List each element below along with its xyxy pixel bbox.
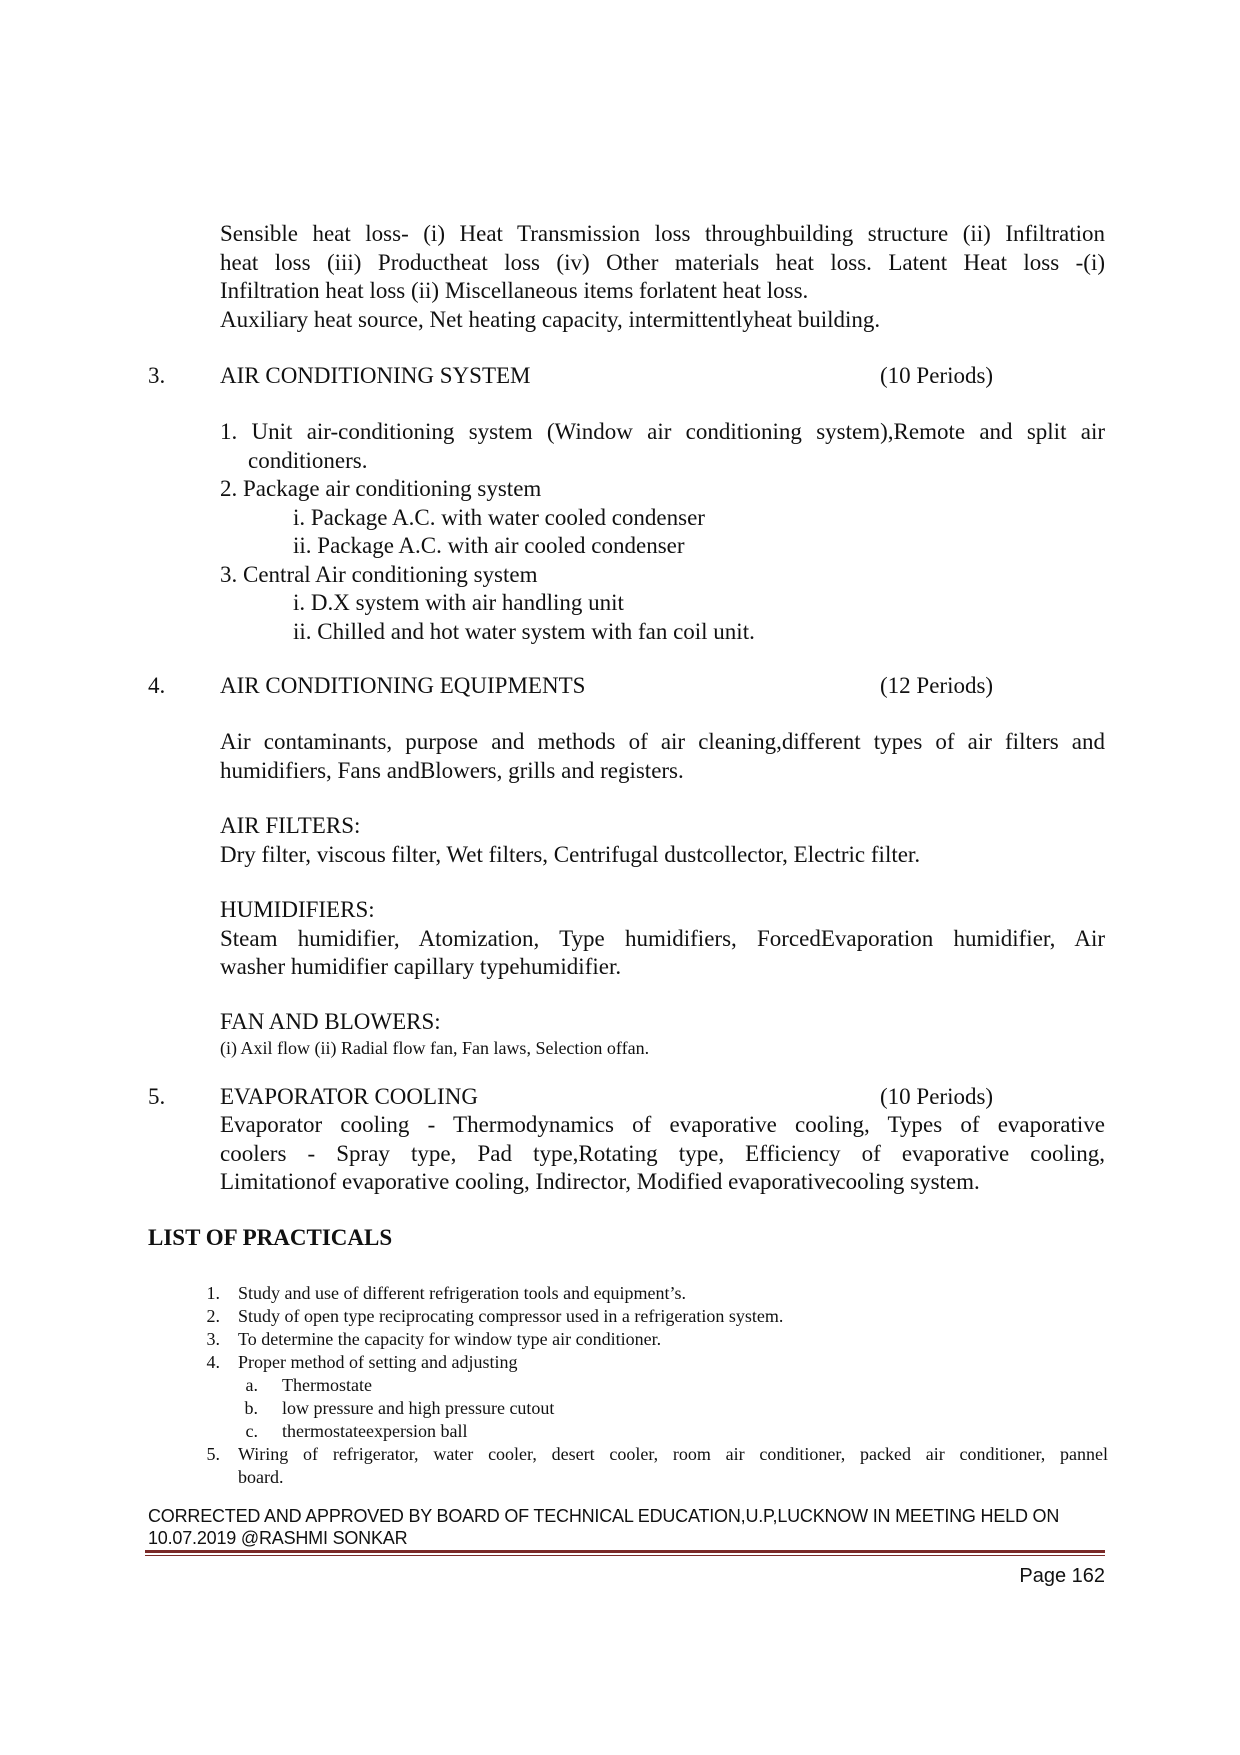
footer-note xyxy=(148,1505,1059,1549)
section-3-item-3: 3. Central Air conditioning system xyxy=(220,561,538,587)
practical-sub-letter: c. xyxy=(245,1421,258,1441)
section-4-title: AIR CONDITIONING EQUIPMENTS xyxy=(220,673,586,698)
section-3-item-3-i: i. D.X system with air handling unit xyxy=(293,590,624,615)
practical-text: Proper method of setting and adjusting xyxy=(238,1352,518,1372)
humidifiers-line-2: washer humidifier capillary typehumidifier. xyxy=(220,954,622,979)
section-5-line-1: Evaporator cooling - Thermodynamics of evaporative cooling, Types of evaporative xyxy=(220,1112,1105,1137)
practical-sub-item xyxy=(148,1397,1108,1420)
section-3-list xyxy=(220,418,1105,646)
practical-text: To determine the capacity for window type air conditioner. xyxy=(238,1329,662,1349)
practical-text: Study and use of different refrigeration tools and equipment’s. xyxy=(238,1283,687,1303)
fan-blowers-text: (i) Axil flow (ii) Radial flow fan, Fan laws, Selection offan. xyxy=(220,1038,650,1058)
section-4-paragraph xyxy=(220,728,1105,785)
air-filters-block xyxy=(220,812,1105,869)
practical-item-5-line-1: Wiring of refrigerator, water cooler, desert cooler, room air conditioner, packed air conditioner, pannel xyxy=(238,1444,1108,1464)
air-filters-text: Dry filter, viscous filter, Wet filters, Centrifugal dustcollector, Electric filter. xyxy=(220,841,921,867)
intro-line-2: heat loss (iii) Productheat loss (iv) Other materials heat loss. Latent Heat loss -(i) xyxy=(220,249,1105,275)
section-3-periods: (10 Periods) xyxy=(880,363,994,388)
section-4-periods: (12 Periods) xyxy=(880,673,994,698)
practical-number: 4. xyxy=(206,1352,220,1372)
page-number: Page 162 xyxy=(1019,1565,1105,1587)
practical-item-5-line-2: board. xyxy=(238,1467,284,1487)
practicals-heading: LIST OF PRACTICALS xyxy=(148,1225,393,1250)
section-5-paragraph xyxy=(220,1111,1105,1197)
practical-sub-text: Thermostate xyxy=(282,1375,372,1395)
practical-item xyxy=(148,1328,1108,1351)
footer-rule-thick xyxy=(145,1550,1105,1553)
practical-item xyxy=(148,1305,1108,1328)
section-5-number: 5. xyxy=(148,1084,166,1109)
humidifiers-heading: HUMIDIFIERS: xyxy=(220,897,375,922)
section-3-item-2-i: i. Package A.C. with water cooled condenser xyxy=(293,504,705,530)
practical-number: 1. xyxy=(206,1283,220,1303)
section-3-number: 3. xyxy=(148,363,166,388)
section-3-item-1-line-1: 1. Unit air-conditioning system (Window air conditioning system),Remote and split air xyxy=(220,419,1105,444)
air-filters-heading: AIR FILTERS: xyxy=(220,813,361,838)
footer-line-2: 10.07.2019 @RASHMI SONKAR xyxy=(148,1528,408,1548)
section-5-line-3: Limitationof evaporative cooling, Indirector, Modified evaporativecooling system. xyxy=(220,1169,980,1194)
practical-text: Study of open type reciprocating compressor used in a refrigeration system. xyxy=(238,1306,784,1326)
practicals-list xyxy=(148,1282,1108,1489)
humidifiers-block xyxy=(220,896,1105,982)
practical-sub-letter: b. xyxy=(244,1398,258,1418)
practical-sub-text: thermostateexpersion ball xyxy=(282,1421,468,1441)
fan-blowers-heading: FAN AND BLOWERS: xyxy=(220,1009,441,1034)
section-5-title: EVAPORATOR COOLING xyxy=(220,1084,478,1109)
fan-blowers-block xyxy=(220,1008,1105,1037)
section-5-line-2: coolers - Spray type, Pad type,Rotating type, Efficiency of evaporative cooling, xyxy=(220,1140,1105,1166)
practical-number: 2. xyxy=(206,1306,220,1326)
footer-line-1: CORRECTED AND APPROVED BY BOARD OF TECHNICAL EDUCATION,U.P,LUCKNOW IN MEETING HELD ON xyxy=(148,1506,1060,1526)
practical-number: 5. xyxy=(206,1444,220,1464)
section-3-item-2: 2. Package air conditioning system xyxy=(220,476,542,501)
intro-line-4: Auxiliary heat source, Net heating capacity, intermittentlyheat building. xyxy=(220,306,881,332)
practical-item-5-text xyxy=(220,1443,1108,1489)
section-4-number: 4. xyxy=(148,673,166,698)
intro-line-1: Sensible heat loss- (i) Heat Transmission loss throughbuilding structure (ii) Infiltration xyxy=(220,221,1105,246)
practical-item xyxy=(148,1351,1108,1374)
practical-sub-item xyxy=(148,1374,1108,1397)
footer-rule-thin xyxy=(145,1555,1105,1556)
practical-sub-text: low pressure and high pressure cutout xyxy=(282,1398,555,1418)
intro-line-3: Infiltration heat loss (ii) Miscellaneous items forlatent heat loss. xyxy=(220,278,809,303)
section-3-item-3-ii: ii. Chilled and hot water system with fan coil unit. xyxy=(293,618,755,644)
intro-paragraph xyxy=(220,220,1105,334)
section-3-item-2-ii: ii. Package A.C. with air cooled condenser xyxy=(293,533,685,558)
practical-item xyxy=(148,1443,1108,1489)
section-3-title: AIR CONDITIONING SYSTEM xyxy=(220,363,531,388)
section-4-para-line-1: Air contaminants, purpose and methods of air cleaning,different types of air filters and xyxy=(220,729,1105,754)
section-3-item-1-line-2: conditioners. xyxy=(248,447,368,473)
practical-item xyxy=(148,1282,1108,1305)
practical-sub-letter: a. xyxy=(245,1375,258,1395)
section-4-para-line-2: humidifiers, Fans andBlowers, grills and registers. xyxy=(220,757,684,783)
practical-number: 3. xyxy=(206,1329,220,1349)
practical-sub-item xyxy=(148,1420,1108,1443)
humidifiers-line-1: Steam humidifier, Atomization, Type humidifiers, ForcedEvaporation humidifier, Air xyxy=(220,925,1105,951)
section-5-periods: (10 Periods) xyxy=(880,1084,994,1109)
